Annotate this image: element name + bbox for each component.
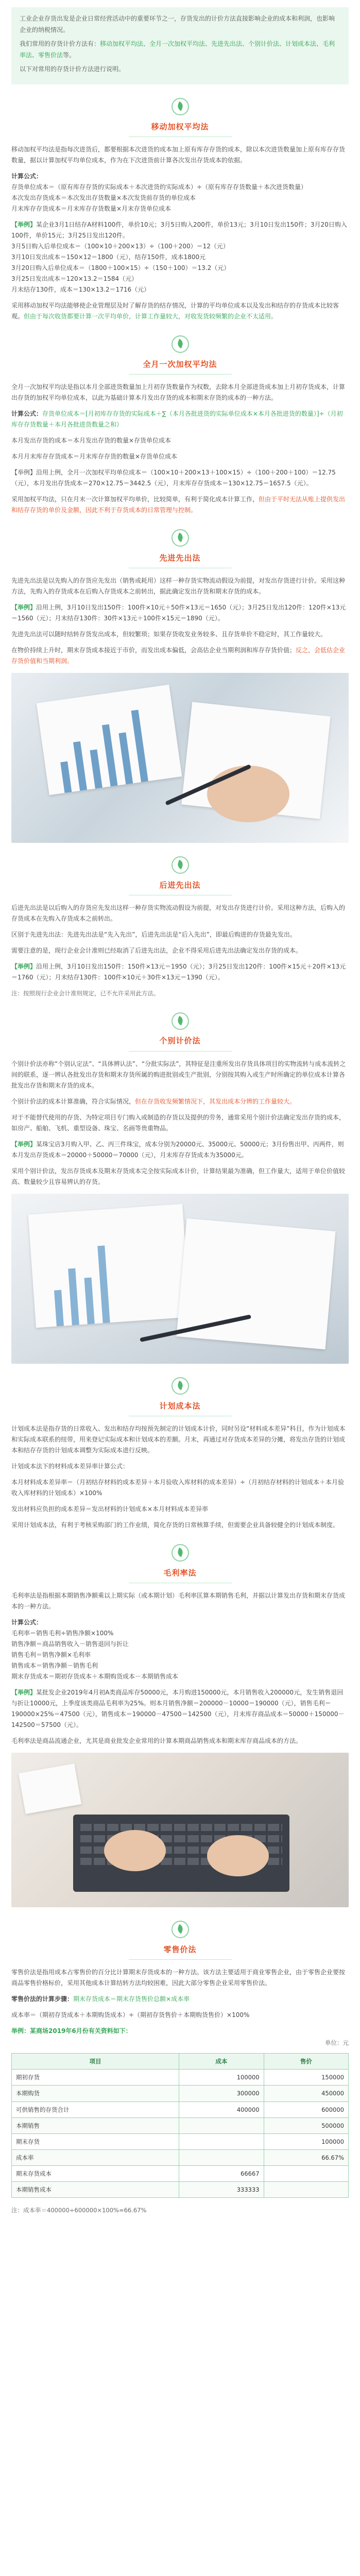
formula-3: 销售毛利＝销售净额×毛利率: [11, 1651, 91, 1658]
section-title-specific-id: 个别计价法: [159, 1036, 201, 1046]
monthly-average-conclusion: [11, 494, 349, 516]
retail-price-table: [11, 2053, 349, 2198]
section-title-retail-price: 零售价法: [163, 1944, 197, 1954]
specific-id-pros-cons: [11, 1096, 349, 1107]
planned-cost-conclusion: 采用计划成本法，有利于考核采购部门的工作业绩，简化存货的日常核算手续，但需要企业具备较健全的计划成本制度。: [11, 1521, 339, 1529]
document-paper: [177, 1218, 336, 1349]
conclusion-text: 采用移动加权平均法能够使企业管理层及时了解存货的结存情况，计算的平均单位成本以及发出和结存的存货成本比较客观。: [11, 302, 339, 320]
moving-average-formulas: [11, 171, 349, 214]
intro-paragraph-2-post: 等。: [63, 51, 76, 59]
section-head-planned-cost: [11, 1377, 349, 1416]
cons-highlight: 但在存货收发频繁情况下，其发出成本分辨的工作量较大。: [135, 1097, 296, 1105]
gross-margin-conclusion: 毛利率法是商品流通企业，尤其是商业批发企业常用的计算本期商品销售成本和期末库存商品成本的方法。: [11, 1737, 302, 1744]
paper-bar: [102, 724, 118, 787]
section-head-specific-id: [11, 1012, 349, 1052]
hand-image: [207, 1835, 269, 1876]
photo-financial-documents: [11, 1194, 349, 1364]
table-cell: [179, 2117, 264, 2133]
lifo-note: 注：按照现行企业会计准则规定，已不允许采用此方法。: [11, 990, 160, 997]
photo-laptop-desk: [11, 1753, 349, 1907]
conclusion-text: 采用加权平均法，只在月末一次计算加权平均单价，比较简单，有利于简化成本计算工作，: [11, 496, 259, 503]
example-label: 【举例】: [11, 1688, 37, 1696]
leaf-icon: [172, 1012, 189, 1030]
table-header: 成本: [179, 2054, 264, 2070]
intro-paragraph-2-pre: 我们常用的存货计价方法有：: [20, 40, 100, 48]
formula-5: 期末存货成本＝期初存货成本＋本期购货成本－本期销售成本: [11, 1672, 179, 1680]
specific-id-example: [11, 1139, 349, 1161]
monthly-average-formula: [11, 409, 349, 430]
formula-1: 存货单位成本＝（原有库存存货的实际成本＋本次进货的实际成本）÷（原有库存存货数量＋本次进货数量）: [11, 183, 307, 191]
table-cell: 100000: [179, 2070, 264, 2086]
section-title-monthly-average: 全月一次加权平均法: [143, 359, 217, 369]
lifo-definition: 后进先出法是以后购入的存货应先发出这样一种存货实物流动假设为前提，对发出存货进行计价。采用这种方法，后购入的存货成本在先购入存货成本之前转出。: [11, 904, 346, 923]
formula-4: 销售成本＝销售净额－销售毛利: [11, 1662, 98, 1669]
table-cell: 66667: [179, 2166, 264, 2182]
table-row: [12, 2133, 349, 2149]
paper-bar: [84, 1277, 95, 1324]
table-row: [12, 2166, 349, 2182]
paper-bar: [90, 750, 102, 789]
planned-cost-formula-label: 计划成本法下的材料成本差异率计算公式：: [11, 1462, 129, 1470]
specific-id-definition: 个别计价法亦称“个别认定法”、“具体辨认法”、“分批实际法”，其特征是注重所发出存货具体项目的实物流转与成本流转之间的联系，逐一辨认各批发出存货和期末存货所属的购进批别或生产批别，分别按其购入或生产时所确定的单位成本计算各批发出存货和期末存货的成本。: [11, 1060, 346, 1089]
formula-1: 毛利率＝销售毛利÷销售净额×100%: [11, 1629, 114, 1637]
retail-price-steps: [11, 1994, 349, 2005]
conclusion-highlight: 但由于每次收货都要计算一次平均单价，计算工作量较大，对收发货较频繁的企业不太适用。: [24, 313, 278, 320]
table-cell: 600000: [264, 2102, 348, 2117]
example-text: 某珠宝店3月购入甲、乙、丙三件珠宝，成本分别为20000元、35000元、50000元；3月份售出甲、丙两件，则本月发出存货成本＝20000＋50000＝70000（元），月末库存存货成本为35000元。: [11, 1140, 344, 1159]
leaf-icon: [172, 335, 189, 353]
table-cell: 本期购货: [12, 2086, 179, 2102]
retail-price-definition: 零售价法是指用成本占零售价的百分比计算期末存货成本的一种方法。该方法主要适用于商业零售企业，由于零售企业要按商品零售价格标价，采用其他成本计算结转方法均较困难，因此大部分零售企业采用零售价法。: [11, 1969, 346, 1987]
table-cell: 期末存货成本: [12, 2166, 179, 2182]
section-title-gross-margin: 毛利率法: [163, 1568, 197, 1578]
section-head-gross-margin: [11, 1544, 349, 1583]
table-cell: 本期销售成本: [12, 2182, 179, 2198]
formula-2: 本次发出存货成本＝本次发出存货数量×本次发货前存货的单位成本: [11, 194, 196, 202]
gross-margin-example: [11, 1687, 349, 1731]
table-row: [12, 2086, 349, 2102]
paper-bar: [60, 761, 72, 793]
hand-image: [104, 1830, 166, 1871]
table-cell: 100000: [264, 2133, 348, 2149]
example-text: 沿用上例，3月10日发出150件：150件×13元＝1950（元）；3月25日发出120件：100件×15元＋20件×13元＝1760（元）；月末结存130件：100件×10元＋30件×13元＝1390（元）。: [11, 963, 346, 981]
calc-line-4: 3月25日发出成本＝120×13.2＝1584（元）: [11, 275, 138, 283]
intro-paragraph-1: 工业企业存货出发是企业日常经营活动中的重要环节之一，存货发出的计价方法直接影响企业的成本和利润，也影响企业的纳税情况。: [20, 15, 335, 33]
table-cell: 成本率: [12, 2149, 179, 2165]
leaf-icon: [172, 1544, 189, 1562]
monthly-average-formula-2: 本月发出存货的成本＝本月发出存货的数量×存货单位成本: [11, 437, 172, 445]
table-header: 项目: [12, 2054, 179, 2070]
section-head-retail-price: [11, 1921, 349, 1960]
section-divider: [129, 1959, 232, 1960]
lifo-warning: 需要注意的是，现行企业会计准则已经取消了后进先出法，企业不得采用后进先出法确定发出存货的成本。: [11, 947, 302, 955]
leaf-icon: [172, 1921, 189, 1938]
section-divider: [129, 1051, 232, 1052]
table-row: [12, 2182, 349, 2198]
table-row: [12, 2117, 349, 2133]
intro-method-list: 移动加权平均法、全月一次加权平均法、先进先出法、个别计价法、计划成本法、毛利率法、零售价法: [20, 40, 335, 59]
hand-image: [207, 766, 289, 822]
section-head-fifo: [11, 529, 349, 568]
table-cell: [264, 2166, 348, 2182]
monthly-average-example: 【举例】沿用上例，全月一次加权平均单位成本＝（100×10＋200×13＋100×15）÷（100＋200＋100）＝12.75（元），本月发出存货成本＝270×12.75＝3442.5（元），月末库存存货成本＝130×12.75＝1657.5（元）。: [11, 469, 336, 487]
example-label: 【举例】: [11, 1140, 37, 1148]
table-cell: [179, 2133, 264, 2149]
table-header-row: [12, 2054, 349, 2070]
formula-label: 计算公式：: [11, 173, 43, 180]
document-paper: [28, 1204, 191, 1328]
leaf-icon: [172, 98, 189, 115]
calc-line-5: 月末结存130件，成本＝130×13.2＝1716（元）: [11, 286, 150, 294]
intro-box: [11, 7, 349, 84]
formula-2: 销售净额＝商品销售收入－销售退回与折让: [11, 1640, 129, 1648]
paper-bar: [131, 710, 148, 783]
table-cell: 500000: [264, 2117, 348, 2133]
leaf-icon: [172, 856, 189, 874]
leaf-icon: [172, 1377, 189, 1395]
photo-office-charts: [11, 673, 349, 843]
conclusion-highlight: 但由于平时无法从账上提供发出和结存存货的单价及金额，因此不利于存货成本的日常管理与控制。: [11, 496, 346, 514]
fifo-example: [11, 602, 349, 624]
section-head-lifo: [11, 856, 349, 895]
note-paper: [19, 1764, 81, 1814]
section-title-lifo: 后进先出法: [159, 880, 201, 890]
key-row: [80, 1824, 282, 1831]
retail-price-cost-ratio: 成本率＝（期初存货成本＋本期购货成本）÷（期初存货售价＋本期购货售价）×100%: [11, 2011, 250, 2019]
table-cell: 可供销售的存货合计: [12, 2102, 179, 2117]
conclusion-text: 在物价持续上升时，期末存货成本接近于市价，而发出成本偏低，会高估企业当期利润和库存存货价值；: [11, 647, 296, 654]
steps-highlight: 期末存货成本＝期末存货售价总额×成本率: [73, 1995, 190, 2003]
section-title-moving-average: 移动加权平均法: [151, 122, 209, 131]
fifo-conclusion: [11, 645, 349, 667]
leaf-icon: [172, 529, 189, 547]
gross-margin-formulas: [11, 1617, 349, 1682]
table-unit: 单位：元: [325, 2039, 349, 2047]
moving-average-definition: 移动加权平均法是指每次进货后，都要根据本次进货的成本加上原有库存存货的成本，除以本次进货数量加上原有库存存货数量，据以计算加权平均单位成本，作为在下次进货前计算各次发出存货成本的依据。: [11, 146, 346, 164]
paper-bar: [54, 1290, 64, 1326]
section-title-fifo: 先进先出法: [159, 553, 201, 563]
formula-label: 计算公式：: [11, 410, 43, 418]
example-text: 某批发企业2019年4月初A类商品库存50000元，本月购进150000元，本月销售收入200000元，发生销售退回与折让10000元，上季度该类商品毛利率为25%。则本月销售净额＝200000－10000＝190000（元），销售毛利＝190000×25%＝47500（元），销售成本＝190000－47500＝142500（元），月末库存商品成本＝50000＋150000－142500＝57500（元）。: [11, 1688, 345, 1728]
chart-paper: [37, 685, 182, 795]
fifo-definition: 先进先出法是以先购入的存货应先发出（销售或耗用）这样一种存货实物流动假设为前提，对发出存货进行计价。采用这种方法，先购入的存货成本在后购入存货成本之前转出，据此确定发出存货和期末存货的成本。: [11, 577, 346, 596]
paper-bar: [97, 1245, 110, 1323]
moving-average-conclusion: [11, 300, 349, 322]
table-cell: 300000: [179, 2086, 264, 2102]
table-cell: [264, 2182, 348, 2198]
gross-margin-definition: 毛利率法是指根据本期销售净额乘以上期实际（或本期计划）毛利率匡算本期销售毛利，并据以计算发出存货和期末存货成本的一种方法。: [11, 1591, 346, 1610]
planned-cost-formula-1: 本月材料成本差异率＝（月初结存材料的成本差异＋本月验收入库材料的成本差异）÷（月初结存材料的计划成本＋本月验收入库材料的计划成本）×100%: [11, 1478, 345, 1497]
intro-paragraph-3: 以下对常用的存货计价方法进行说明。: [20, 65, 125, 73]
table-cell: 400000: [179, 2102, 264, 2117]
pros-text: 个别计价法的成本计算准确，符合实际情况，: [11, 1097, 135, 1105]
planned-cost-formula-2: 发出材料应负担的成本差异＝发出材料的计划成本×本月材料成本差异率: [11, 1505, 209, 1513]
table-cell: 期初存货: [12, 2070, 179, 2086]
lifo-difference: 区别于先进先出法：先进先出法是“先入先出”，后进先出法是“后入先出”，即最后购进的存货最先发出。: [11, 931, 296, 939]
conclusion-highlight: 反之，会低估企业存货价值和当期利润。: [11, 647, 346, 665]
planned-cost-definition: 计划成本法是指存货的日常收入、发出和结存均按预先制定的计划成本计价，同时另设“材料成本差异”科目，作为计划成本和实际成本联系的纽带，用来登记实际成本和计划成本的差额。月末，再通过对存货成本差异的分摊，将发出存货的计划成本和结存存货的计划成本调整为实际成本进行反映。: [11, 1425, 346, 1454]
table-note: 注：成本率＝400000÷600000×100%≈66.67%: [11, 2207, 147, 2214]
table-row: [12, 2149, 349, 2165]
table-row: [12, 2102, 349, 2117]
intro-paragraph-2: [20, 39, 340, 61]
table-caption: 举例：某商场2019年6月份有关资料如下：: [11, 2027, 132, 2035]
fifo-note: 先进先出法可以随时结转存货发出成本，但较繁琐；如果存货收发业务较多、且存货单价不稳定时，其工作量较大。: [11, 631, 327, 638]
steps-label: 零售价法的计算步骤：: [11, 1995, 74, 2003]
moving-average-example: [11, 219, 349, 295]
formula-label: 计算公式：: [11, 1618, 43, 1626]
calc-line-1: 3月5日购入后单位成本＝（100×10＋200×13）÷（100＋200）＝12（元）: [11, 243, 229, 250]
example-label: 【举例】: [11, 963, 37, 971]
table-cell: 333333: [179, 2182, 264, 2198]
table-cell: 期末存货: [12, 2133, 179, 2149]
example-text: 沿用上例，3月10日发出150件：100件×10元＋50件×13元＝1650（元）；3月25日发出120件：120件×13元＝1560（元）；月末结存130件：30件×13元＋100件×15元＝1890（元）。: [11, 604, 346, 622]
monthly-average-definition: 全月一次加权平均法是指以本月全部进货数量加上月初存货数量作为权数，去除本月全部进货成本加上月初存货成本，计算出存货的加权平均单位成本，以此为基础计算本月发出存货的成本和期末存货的成本的一种方法。: [11, 383, 346, 402]
table-row: [12, 2070, 349, 2086]
calc-line-3: 3月20日购入后单位成本＝（1800＋100×15）÷（150＋100）＝13.2（元）: [11, 264, 230, 272]
table-cell: 66.67%: [264, 2149, 348, 2165]
specific-id-summary: 采用个别计价法，发出存货成本及期末存货成本完全按实际成本计价，计算结果最为准确，但工作量大，适用于单位价值较高、数量较少且容易辨认的存货。: [11, 1167, 346, 1185]
table-cell: [179, 2149, 264, 2165]
specific-id-usage: 对于不能替代使用的存货、为特定项目专门购入或制造的存货以及提供的劳务，通常采用个别计价法确定发出存货的成本，如房产、船舶、飞机、重型设备、珠宝、名画等贵重物品。: [11, 1113, 346, 1132]
section-divider: [129, 374, 232, 375]
table-header: 售价: [264, 2054, 348, 2070]
section-head-moving-average: [11, 98, 349, 137]
example-label: 【举例】: [11, 604, 37, 612]
example-label: 【举例】: [11, 221, 37, 229]
section-head-monthly-average: [11, 335, 349, 375]
formula-highlight: 存货单位成本＝[月初库存存货的实际成本＋∑（本月各批进货的实际单位成本×本月各批进货的数量）]÷（月初库存存货数量＋本月各批进货数量之和）: [11, 410, 343, 429]
paper-bar: [73, 741, 87, 791]
section-title-planned-cost: 计划成本法: [159, 1401, 201, 1411]
formula-3: 月末库存存货成本＝月末库存存货数量×月末存货单位成本: [11, 205, 172, 213]
paper-bar: [118, 733, 133, 785]
example-text: 某企业3月1日结存A材料100件，单价10元；3月5日购入200件，单价13元；3月10日发出150件；3月20日购入100件，单价15元；3月25日发出120件。: [11, 221, 347, 240]
calc-line-2: 3月10日发出成本＝150×12＝1800（元），结存150件，成本1800元: [11, 253, 206, 261]
monthly-average-formula-3: 本月月末库存存货成本＝月末库存存货的数量×存货单位成本: [11, 453, 178, 461]
table-cell: 150000: [264, 2070, 348, 2086]
table-cell: 本期销售: [12, 2117, 179, 2133]
table-cell: 450000: [264, 2086, 348, 2102]
lifo-example: [11, 961, 349, 983]
paper-bar: [68, 1268, 79, 1325]
